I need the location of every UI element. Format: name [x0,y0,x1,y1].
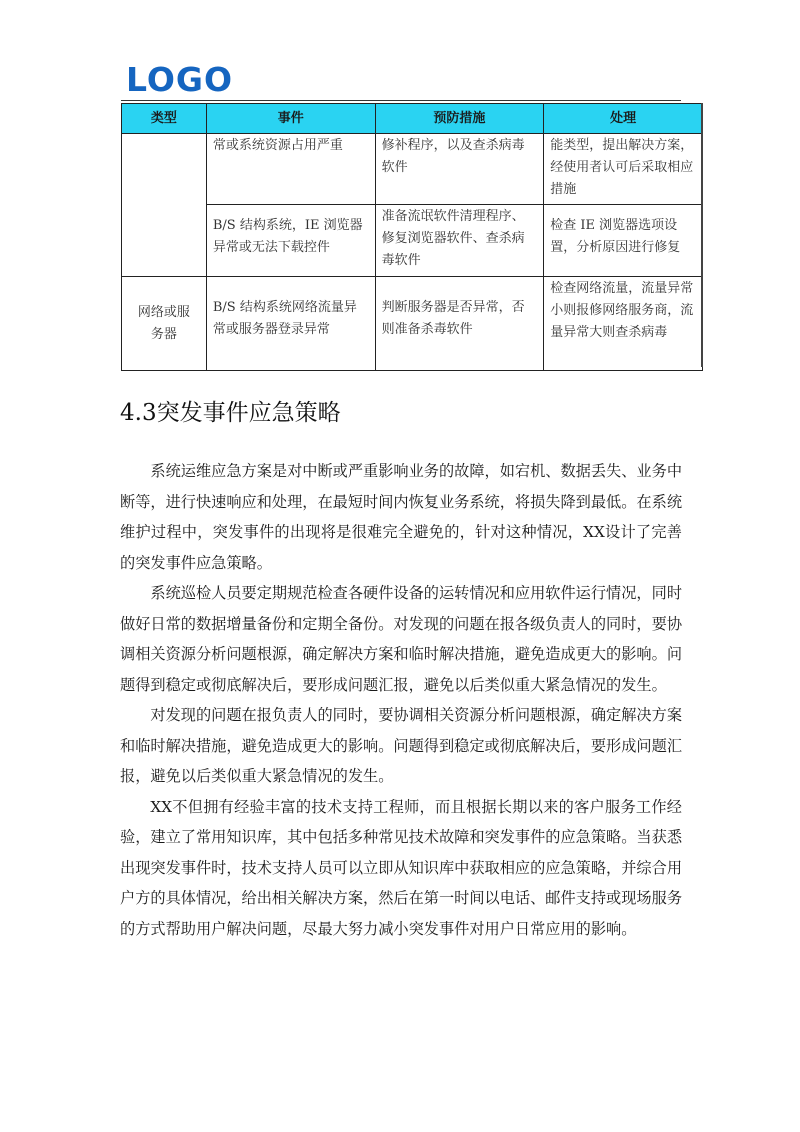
paragraph: 系统巡检人员要定期规范检查各硬件设备的运转情况和应用软件运行情况，同时做好日常的数据增量备份和定期全备份。对发现的问题在报各级负责人的同时，要协调相关资源分析问题根源，确定解决方案和临时解决措施，避免造成更大的影响。问题得到稳定或彻底解决后，要形成问题汇报，避免以后类似重大紧急情况的发生。 [120,584,682,694]
event-cell: 常或系统资源占用严重 [206,134,375,205]
table-right-border [701,103,703,367]
paragraph: XX不但拥有经验丰富的技术支持工程师，而且根据长期以来的客户服务工作经验，建立了常用知识库，其中包括多种常见技术故障和突发事件的应急策略。当获悉出现突发事件时，技术支持人员可以立即从知识库中获取相应的应急策略，并综合用户方的具体情况，给出相关解决方案，然后在第一时间以电话、邮件支持或现场服务的方式帮助用户解决问题，尽最大努力减小突发事件对用户日常应用的影响。 [120,797,682,938]
header-handling: 处理 [544,104,703,134]
table-row [122,134,703,205]
handling-cell: 检查网络流量，流量异常小则报修网络服务商，流量异常大则查杀病毒 [544,277,703,371]
table-row [122,277,703,371]
header-rule [121,100,681,101]
type-cell: 网络或服务器 [122,277,207,371]
prevention-cell: 准备流氓软件清理程序、修复浏览器软件、查杀病毒软件 [375,205,544,277]
section-body [120,456,682,944]
prevention-cell: 修补程序，以及查杀病毒软件 [375,134,544,205]
event-cell: B/S 结构系统网络流量异常或服务器登录异常 [206,277,375,371]
handling-cell: 能类型，提出解决方案，经使用者认可后采取相应措施 [544,134,703,205]
paragraph: 对发现的问题在报负责人的同时，要协调相关资源分析问题根源，确定解决方案和临时解决措施，避免造成更大的影响。问题得到稳定或彻底解决后，要形成问题汇报，避免以后类似重大紧急情况的发生。 [120,706,682,785]
logo: LOGO [126,60,234,99]
header-event: 事件 [206,104,375,134]
paragraph: 系统运维应急方案是对中断或严重影响业务的故障，如宕机、数据丢失、业务中断等，进行快速响应和处理，在最短时间内恢复业务系统，将损失降到最低。在系统维护过程中，突发事件的出现将是很难完全避免的，针对这种情况，XX设计了完善的突发事件应急策略。 [120,462,682,572]
header-prevention: 预防措施 [375,104,544,134]
event-cell: B/S 结构系统，IE 浏览器异常或无法下载控件 [206,205,375,277]
events-table [121,103,703,371]
table-header-row [122,104,703,134]
type-cell-empty [122,134,207,277]
prevention-cell: 判断服务器是否异常，否则准备杀毒软件 [375,277,544,371]
table-row [122,205,703,277]
header-type: 类型 [122,104,207,134]
section-heading: 4.3突发事件应急策略 [120,400,341,426]
handling-cell: 检查 IE 浏览器选项设置，分析原因进行修复 [544,205,703,277]
